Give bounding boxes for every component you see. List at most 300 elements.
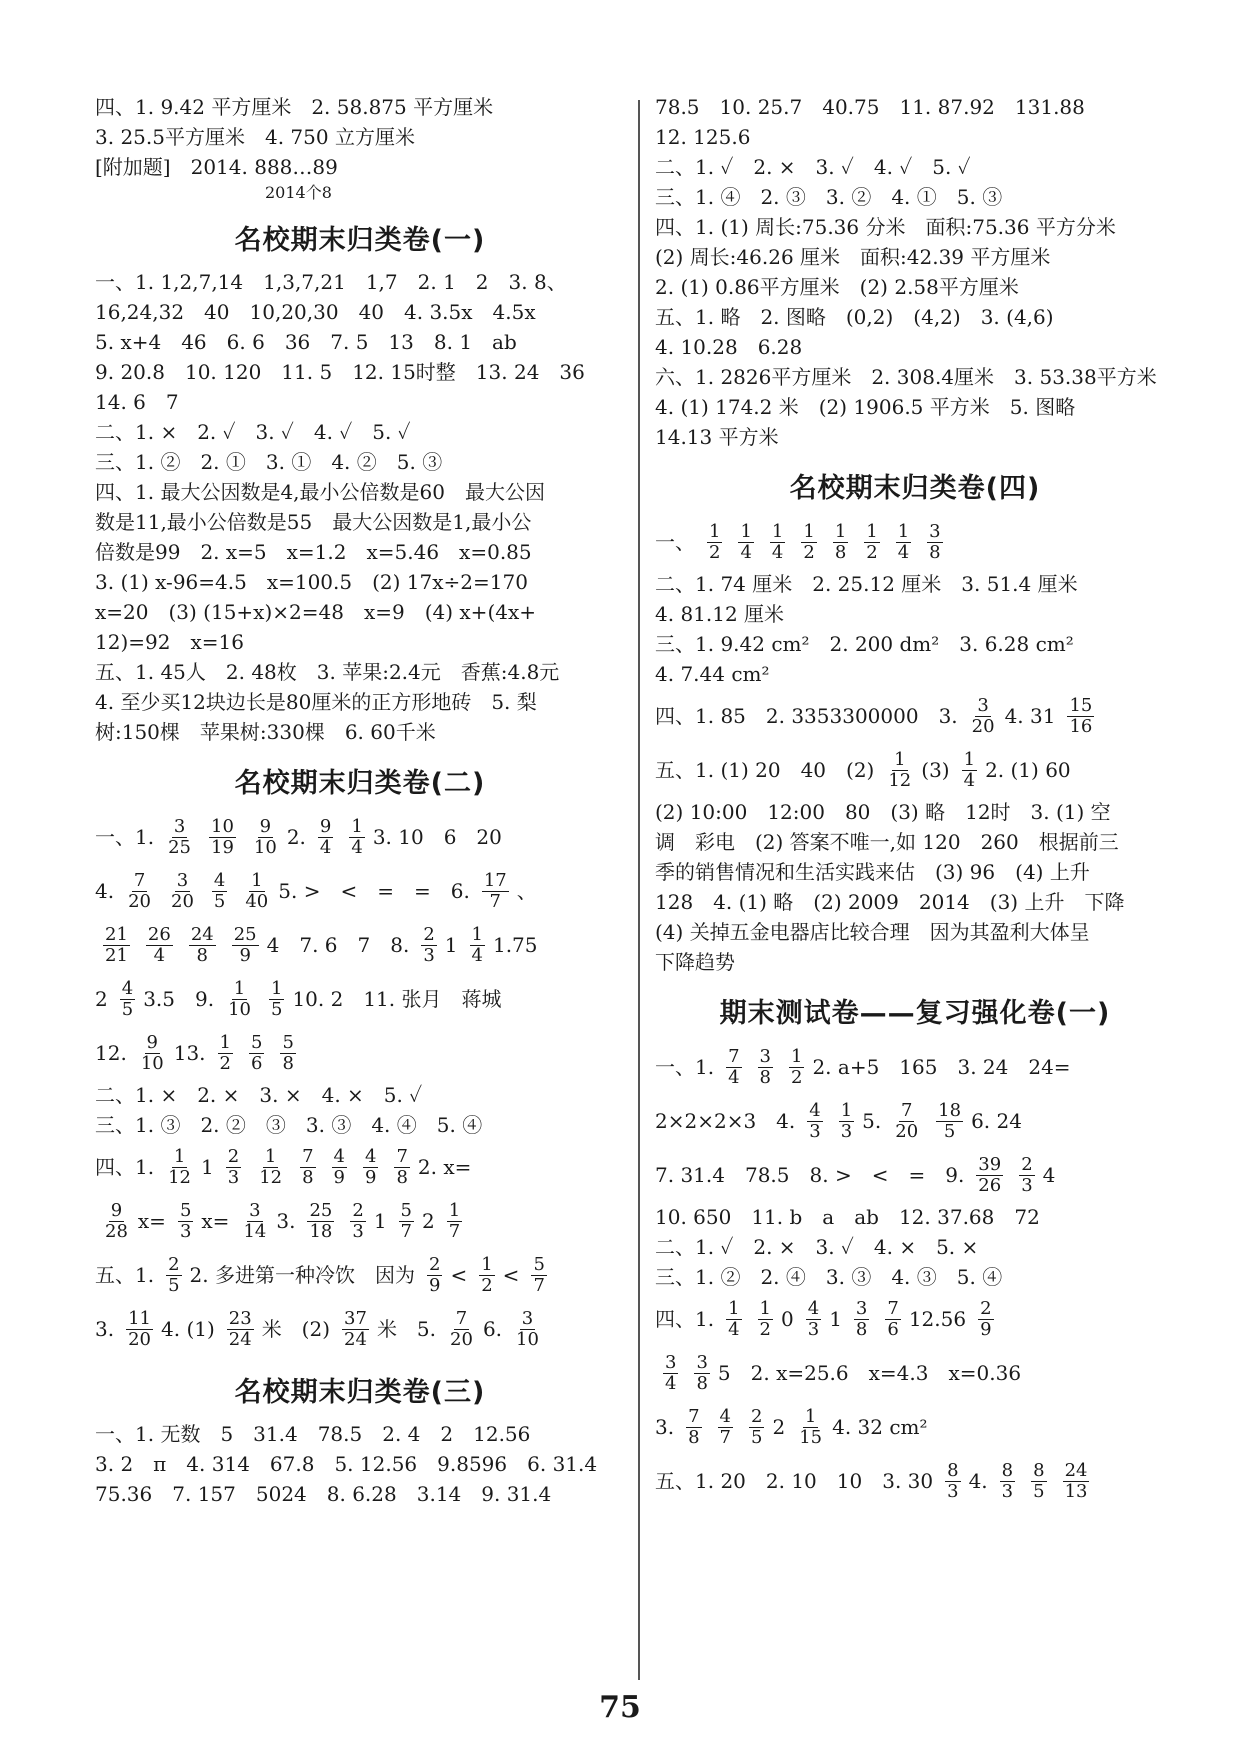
fraction [139, 1033, 166, 1074]
text-line: 树:150棵 苹果树:330棵 6. 60千米 [95, 720, 436, 744]
text-segment: 、 [516, 879, 537, 903]
fraction [226, 1147, 241, 1188]
text-segment: 五、1. (1) 20 40 (2) [655, 758, 875, 782]
section-heading: 名校期末归类卷(四) [789, 473, 1041, 504]
text-line: (2) 周长:46.26 厘米 面积:42.39 平方厘米 [655, 245, 1051, 269]
text-segment: 2. (1) 60 [985, 758, 1071, 782]
fraction [209, 817, 236, 858]
fraction-numerator: 2 [980, 1297, 992, 1319]
fraction-numerator: 3 [855, 1297, 868, 1319]
fraction-denominator: 5 [751, 1426, 763, 1448]
text-line: 四、1. 9.42 平方厘米 2. 58.875 平方厘米 [95, 95, 494, 119]
fraction-numerator: 7 [887, 1297, 899, 1319]
text-segment: < [502, 1263, 520, 1287]
fraction [448, 1309, 475, 1350]
answer-line [655, 515, 1175, 569]
fraction-denominator: 6 [250, 1052, 263, 1074]
text-line: 75.36 7. 157 5024 8. 6.28 3.14 9. 31.4 [95, 1482, 552, 1506]
fraction-denominator: 8 [759, 1066, 771, 1088]
fraction [482, 871, 509, 912]
section-body [95, 1419, 625, 1509]
text-line: (4) 关掉五金电器店比较合理 因为其盈利大体呈 [655, 920, 1090, 944]
fraction [146, 925, 173, 966]
section-heading: 期末测试卷——复习强化卷(一) [719, 998, 1111, 1029]
fraction-denominator: 10 [140, 1052, 164, 1074]
fraction [1000, 1461, 1015, 1502]
fraction [886, 750, 913, 791]
text-line: 12)=92 x=16 [95, 630, 244, 654]
fraction-denominator: 40 [245, 890, 269, 912]
text-line: 128 4. (1) 略 (2) 2009 2014 (3) 上升 下降 [655, 890, 1125, 914]
fraction-numerator: 26 [147, 923, 171, 945]
fraction-denominator: 3 [947, 1480, 959, 1502]
fraction-denominator: 3 [807, 1318, 820, 1340]
text-segment: 2. a+5 165 3. 24 24= [812, 1055, 1071, 1079]
text-segment: 4. [968, 1469, 988, 1493]
fraction [663, 1353, 678, 1394]
text-segment: 四、1. [95, 1155, 155, 1179]
fraction [241, 1201, 268, 1242]
fraction-denominator: 2 [803, 541, 815, 563]
fraction-numerator: 7 [396, 1145, 408, 1167]
text-segment: x= [137, 1209, 166, 1233]
fraction [103, 1201, 130, 1242]
fraction [212, 871, 227, 912]
fraction-denominator: 5 [943, 1120, 956, 1142]
fraction-numerator: 8 [1033, 1459, 1045, 1481]
fraction-numerator: 25 [233, 923, 257, 945]
fraction-numerator: 1 [219, 1031, 231, 1053]
answer-line [95, 972, 625, 1026]
text-segment: 2. [286, 825, 306, 849]
text-line: 二、1. 74 厘米 2. 25.12 厘米 3. 51.4 厘米 [655, 572, 1078, 596]
fraction-numerator: 7 [302, 1145, 314, 1167]
fraction [232, 925, 259, 966]
answer-line [655, 1292, 1175, 1346]
fraction-denominator: 8 [929, 541, 941, 563]
fraction [726, 1047, 741, 1088]
text-line: 9. 20.8 10. 120 11. 5 12. 15时整 13. 24 36 [95, 360, 585, 384]
text-segment: 1 [829, 1307, 842, 1331]
text-line: 倍数是99 2. x=5 x=1.2 x=5.46 x=0.85 [95, 540, 532, 564]
answer-line [655, 1148, 1175, 1202]
fraction-denominator: 5 [270, 998, 283, 1020]
text-segment: 5. [862, 1109, 882, 1133]
text-segment: 0 [781, 1307, 794, 1331]
text-line: 一、1. 1,2,7,14 1,3,7,21 1,7 2. 1 2 3. 8、 [95, 270, 567, 294]
fraction [945, 1461, 960, 1502]
text-line: (2) 10:00 12:00 80 (3) 略 12时 3. (1) 空 [655, 800, 1111, 824]
fraction-denominator: 3 [352, 1220, 364, 1242]
fraction-numerator: 1 [351, 815, 363, 837]
answer-line [655, 1040, 1175, 1094]
fraction-denominator: 8 [855, 1318, 868, 1340]
text-line: 六、1. 2826平方厘米 2. 308.4厘米 3. 53.38平方米 [655, 365, 1157, 389]
text-segment: 6. 24 [971, 1109, 1022, 1133]
fraction-numerator: 3 [521, 1307, 534, 1329]
fraction-numerator: 8 [947, 1459, 959, 1481]
fraction [427, 1255, 442, 1296]
answer-line [95, 864, 625, 918]
fraction-denominator: 8 [696, 1372, 708, 1394]
text-segment: 5 2. x=25.6 x=4.3 x=0.36 [717, 1361, 1022, 1385]
fraction-numerator: 9 [259, 815, 272, 837]
fraction [978, 1299, 993, 1340]
fraction [126, 871, 153, 912]
text-line: 4. (1) 174.2 米 (2) 1906.5 平方米 5. 图略 [655, 395, 1076, 419]
fraction [399, 1201, 414, 1242]
answer-line [655, 1346, 1175, 1400]
fraction-denominator: 4 [740, 541, 752, 563]
text-line: x=20 (3) (15+x)×2=48 x=9 (4) x+(4x+ [95, 600, 537, 624]
fraction-denominator: 28 [105, 1220, 128, 1242]
fraction-numerator: 9 [319, 815, 332, 837]
fraction-denominator: 24 [228, 1328, 252, 1350]
fraction [421, 925, 436, 966]
fraction-numerator: 1 [728, 1297, 740, 1319]
fraction-denominator: 4 [728, 1066, 740, 1088]
fraction [249, 1033, 264, 1074]
fraction [1063, 1461, 1090, 1502]
fraction-numerator: 1 [270, 977, 283, 999]
fraction-numerator: 8 [1001, 1459, 1014, 1481]
fraction-numerator: 1 [481, 1253, 493, 1275]
text-segment: 一、1. [655, 1055, 715, 1079]
fraction-denominator: 4 [351, 836, 363, 858]
text-segment: 3. 10 6 20 [372, 825, 502, 849]
text-segment: 一、 [655, 530, 695, 554]
fraction-numerator: 1 [471, 923, 483, 945]
fraction [807, 1101, 822, 1142]
fraction [1067, 696, 1094, 737]
text-line: 三、1. 9.42 cm² 2. 200 dm² 3. 6.28 cm² [655, 632, 1074, 656]
text-segment: 1.75 [492, 933, 538, 957]
text-line: 14.13 平方米 [655, 425, 779, 449]
text-segment: 2 [422, 1209, 435, 1233]
page-number: 75 [599, 1690, 641, 1725]
fraction [166, 1255, 181, 1296]
fraction [120, 979, 135, 1020]
fraction-denominator: 15 [799, 1426, 823, 1448]
answer-line [95, 810, 625, 864]
text-line: 3. 25.5平方厘米 4. 750 立方厘米 [95, 125, 415, 149]
fraction [218, 1033, 233, 1074]
fraction-numerator: 2 [751, 1405, 763, 1427]
fraction-denominator: 8 [396, 1166, 408, 1188]
fraction-denominator: 18 [309, 1220, 333, 1242]
text-segment: 四、1. [655, 1307, 715, 1331]
fraction-numerator: 4 [365, 1145, 377, 1167]
fraction-numerator: 2 [168, 1253, 180, 1275]
fraction [738, 522, 753, 563]
text-segment: 一、1. [95, 825, 155, 849]
fraction-numerator: 7 [133, 869, 146, 891]
text-segment: 3. [276, 1209, 296, 1233]
text-segment: 2 [772, 1415, 786, 1439]
section-heading: 名校期末归类卷(一) [234, 225, 486, 256]
section-body [655, 797, 1175, 977]
fraction-denominator: 19 [211, 836, 234, 858]
fraction-numerator: 2 [227, 1145, 240, 1167]
fraction [839, 1101, 854, 1142]
fraction [307, 1201, 334, 1242]
fraction-denominator: 12 [259, 1166, 283, 1188]
text-line: 五、1. 45人 2. 48枚 3. 苹果:2.4元 香蕉:4.8元 [95, 660, 560, 684]
text-line: 16,24,32 40 10,20,30 40 4. 3.5x 4.5x [95, 300, 536, 324]
text-segment: (3) [921, 758, 950, 782]
text-segment: 5. > < = = 6. [278, 879, 470, 903]
fraction [470, 925, 485, 966]
fraction-denominator: 2 [481, 1274, 493, 1296]
fraction-denominator: 5 [1033, 1480, 1045, 1502]
fraction-denominator: 12 [168, 1166, 191, 1188]
text-segment: 2. x= [417, 1155, 472, 1179]
fraction-denominator: 4 [728, 1318, 740, 1340]
fraction-numerator: 1 [173, 1145, 186, 1167]
fraction-numerator: 7 [455, 1307, 468, 1329]
text-line: 78.5 10. 25.7 40.75 11. 87.92 131.88 [655, 95, 1085, 119]
text-segment: 4. (1) [161, 1317, 215, 1341]
fraction [350, 1201, 365, 1242]
fraction-numerator: 11 [128, 1307, 151, 1329]
fraction-denominator: 13 [1064, 1480, 1088, 1502]
fraction [758, 1299, 773, 1340]
fraction-denominator: 3 [1001, 1480, 1014, 1502]
text-line: 12. 125.6 [655, 125, 751, 149]
text-segment: x= [201, 1209, 230, 1233]
fraction-numerator: 1 [897, 520, 910, 542]
text-segment: 3. [95, 1317, 115, 1341]
fraction-numerator: 10 [211, 815, 234, 837]
fraction [726, 1299, 741, 1340]
fraction-denominator: 4 [153, 944, 166, 966]
text-line: 下降趋势 [655, 950, 735, 974]
fraction [342, 1309, 369, 1350]
text-segment: 4. 31 [1004, 704, 1056, 728]
fraction-denominator: 7 [533, 1274, 545, 1296]
fraction-denominator: 3 [840, 1120, 853, 1142]
answer-line [655, 689, 1175, 743]
fraction-denominator: 24 [344, 1328, 367, 1350]
section-heading: 名校期末归类卷(二) [234, 768, 486, 799]
fraction [447, 1201, 462, 1242]
text-segment: 四、1. 85 2. 3353300000 3. [655, 704, 958, 728]
fraction-numerator: 1 [740, 520, 752, 542]
fraction-denominator: 25 [168, 836, 191, 858]
fraction [962, 750, 977, 791]
fraction-denominator: 5 [121, 998, 134, 1020]
text-segment: < [450, 1263, 468, 1287]
text-line: 二、1. ✓ 2. × 3. ✓ 4. ✓ 5. ✓ [655, 155, 971, 179]
fraction [970, 696, 997, 737]
text-segment: 3. [655, 1415, 675, 1439]
fraction-denominator: 2 [709, 541, 721, 563]
fraction-denominator: 3 [423, 944, 435, 966]
fraction-numerator: 3 [173, 815, 186, 837]
fraction [363, 1147, 378, 1188]
text-line: 4. 7.44 cm² [655, 662, 770, 686]
fraction [976, 1155, 1003, 1196]
fraction-denominator: 9 [333, 1166, 345, 1188]
fraction-numerator: 1 [791, 1045, 803, 1067]
fraction [531, 1255, 546, 1296]
fraction [169, 871, 196, 912]
text-line: 二、1. × 2. ✓ 3. ✓ 4. ✓ 5. ✓ [95, 420, 411, 444]
text-segment: 1 [373, 1209, 387, 1233]
fraction [126, 1309, 153, 1350]
fraction-denominator: 2 [866, 541, 878, 563]
answer-line [95, 1194, 625, 1248]
fraction-denominator: 4 [771, 541, 784, 563]
fraction-denominator: 20 [895, 1120, 919, 1142]
answer-line [95, 1248, 625, 1302]
fraction-numerator: 4 [121, 977, 134, 999]
fraction-numerator: 3 [696, 1351, 708, 1373]
text-line: 五、1. 略 2. 图略 (0,2) (4,2) 3. (4,6) [655, 305, 1054, 329]
fraction-numerator: 2 [423, 923, 435, 945]
fraction-denominator: 8 [302, 1166, 314, 1188]
fraction-numerator: 1 [233, 977, 246, 999]
fraction-numerator: 23 [228, 1307, 252, 1329]
fraction-numerator: 3 [977, 694, 989, 716]
fraction-numerator: 37 [344, 1307, 367, 1329]
fraction-denominator: 4 [319, 836, 332, 858]
fraction-denominator: 7 [448, 1220, 461, 1242]
fraction [178, 1201, 193, 1242]
answer-line [655, 1094, 1175, 1148]
fraction-denominator: 20 [971, 715, 995, 737]
fraction [332, 1147, 347, 1188]
fraction-numerator: 1 [834, 520, 847, 542]
text-segment: 4 7. 6 7 8. [266, 933, 410, 957]
fraction-denominator: 6 [887, 1318, 899, 1340]
fraction-numerator: 1 [709, 520, 721, 542]
fraction-denominator: 4 [897, 541, 910, 563]
text-line: 2. (1) 0.86平方厘米 (2) 2.58平方厘米 [655, 275, 1019, 299]
text-line: 3. (1) x-96=4.5 x=100.5 (2) 17x÷2=170 [95, 570, 528, 594]
text-segment: 1 [201, 1155, 214, 1179]
text-segment: 五、1. 20 2. 10 10 3. 30 [655, 1469, 934, 1493]
fraction [885, 1299, 900, 1340]
fraction-numerator: 7 [728, 1045, 740, 1067]
fraction-numerator: 17 [483, 869, 507, 891]
text-segment: 1 [444, 933, 458, 957]
fraction-numerator: 3 [176, 869, 189, 891]
fraction-denominator: 9 [429, 1274, 441, 1296]
fraction-denominator: 20 [128, 1328, 151, 1350]
answer-line [655, 1454, 1175, 1508]
text-line: 三、1. ③ 2. ② ③ 3. ③ 4. ④ 5. ④ [95, 1113, 483, 1137]
fraction-denominator: 3 [809, 1120, 821, 1142]
fraction-numerator: 3 [249, 1199, 261, 1221]
fraction [801, 522, 816, 563]
text-segment: 4. [95, 879, 115, 903]
fraction [758, 1047, 773, 1088]
fraction-numerator: 5 [179, 1199, 192, 1221]
text-segment: 13. [173, 1041, 206, 1065]
text-segment: 2×2×2×3 4. [655, 1109, 796, 1133]
fraction [864, 522, 879, 563]
right-column [655, 92, 1175, 1508]
text-segment: 4. 32 cm² [832, 1415, 928, 1439]
fraction-denominator: 7 [719, 1426, 731, 1448]
fraction-denominator: 12 [888, 769, 912, 791]
fraction-numerator: 1 [759, 1297, 771, 1319]
fraction-denominator: 4 [665, 1372, 677, 1394]
fraction [927, 522, 942, 563]
text-segment: 12. [95, 1041, 127, 1065]
fraction [749, 1407, 764, 1448]
fraction-denominator: 5 [168, 1274, 180, 1296]
fraction [893, 1101, 920, 1142]
fraction [227, 1309, 254, 1350]
text-line: 调 彩电 (2) 答案不唯一,如 120 260 根据前三 [655, 830, 1119, 854]
fraction [318, 817, 333, 858]
fraction [166, 1147, 193, 1188]
fraction-numerator: 2 [352, 1199, 364, 1221]
fraction-numerator: 3 [665, 1351, 677, 1373]
fraction [789, 1047, 804, 1088]
text-segment: 7. 31.4 78.5 8. > < = 9. [655, 1163, 965, 1187]
fraction [833, 522, 848, 563]
fraction-denominator: 9 [980, 1318, 992, 1340]
section-body [95, 267, 625, 747]
fraction-denominator: 8 [834, 541, 847, 563]
fraction-numerator: 4 [719, 1405, 731, 1427]
fraction-numerator: 4 [807, 1297, 820, 1319]
fraction-denominator: 3 [1021, 1174, 1033, 1196]
text-line: 10. 650 11. b a ab 12. 37.68 72 [655, 1205, 1040, 1229]
answer-line [95, 1140, 625, 1194]
fraction-denominator: 9 [365, 1166, 377, 1188]
fraction [257, 1147, 284, 1188]
fraction-denominator: 8 [688, 1426, 700, 1448]
fraction-numerator: 18 [938, 1099, 962, 1121]
fraction-numerator: 4 [333, 1145, 345, 1167]
fraction-numerator: 1 [894, 748, 906, 770]
fraction-numerator: 1 [771, 520, 784, 542]
text-line: [附加题] 2014. 888…89 [95, 155, 338, 179]
text-segment: 4 [1042, 1163, 1056, 1187]
fraction-numerator: 15 [1069, 694, 1093, 716]
fraction-denominator: 8 [196, 944, 208, 966]
fraction-denominator: 14 [243, 1220, 267, 1242]
fraction-denominator: 2 [791, 1066, 803, 1088]
text-segment: 2. 多进第一种冷饮 因为 [189, 1263, 415, 1287]
fraction [694, 1353, 709, 1394]
fraction-denominator: 7 [489, 890, 501, 912]
fraction [349, 817, 364, 858]
fraction-denominator: 5 [213, 890, 226, 912]
fraction [770, 522, 785, 563]
answer-line [95, 1302, 625, 1356]
text-line: 3. 2 π 4. 314 67.8 5. 12.56 9.8596 6. 31.4 [95, 1452, 598, 1476]
fraction [686, 1407, 701, 1448]
answer-line [655, 1400, 1175, 1454]
text-segment: 米 5. [376, 1317, 437, 1341]
answer-line [95, 918, 625, 972]
fraction-denominator: 3 [179, 1220, 192, 1242]
text-line: 三、1. ④ 2. ③ 3. ② 4. ① 5. ③ [655, 185, 1003, 209]
text-segment: 3.5 9. [143, 987, 215, 1011]
fraction [166, 817, 193, 858]
fraction-denominator: 26 [978, 1174, 1002, 1196]
fraction-denominator: 20 [450, 1328, 473, 1350]
fraction-numerator: 1 [264, 1145, 277, 1167]
left-column [95, 92, 625, 1509]
fraction-denominator: 10 [516, 1328, 539, 1350]
fraction-denominator: 4 [471, 944, 483, 966]
